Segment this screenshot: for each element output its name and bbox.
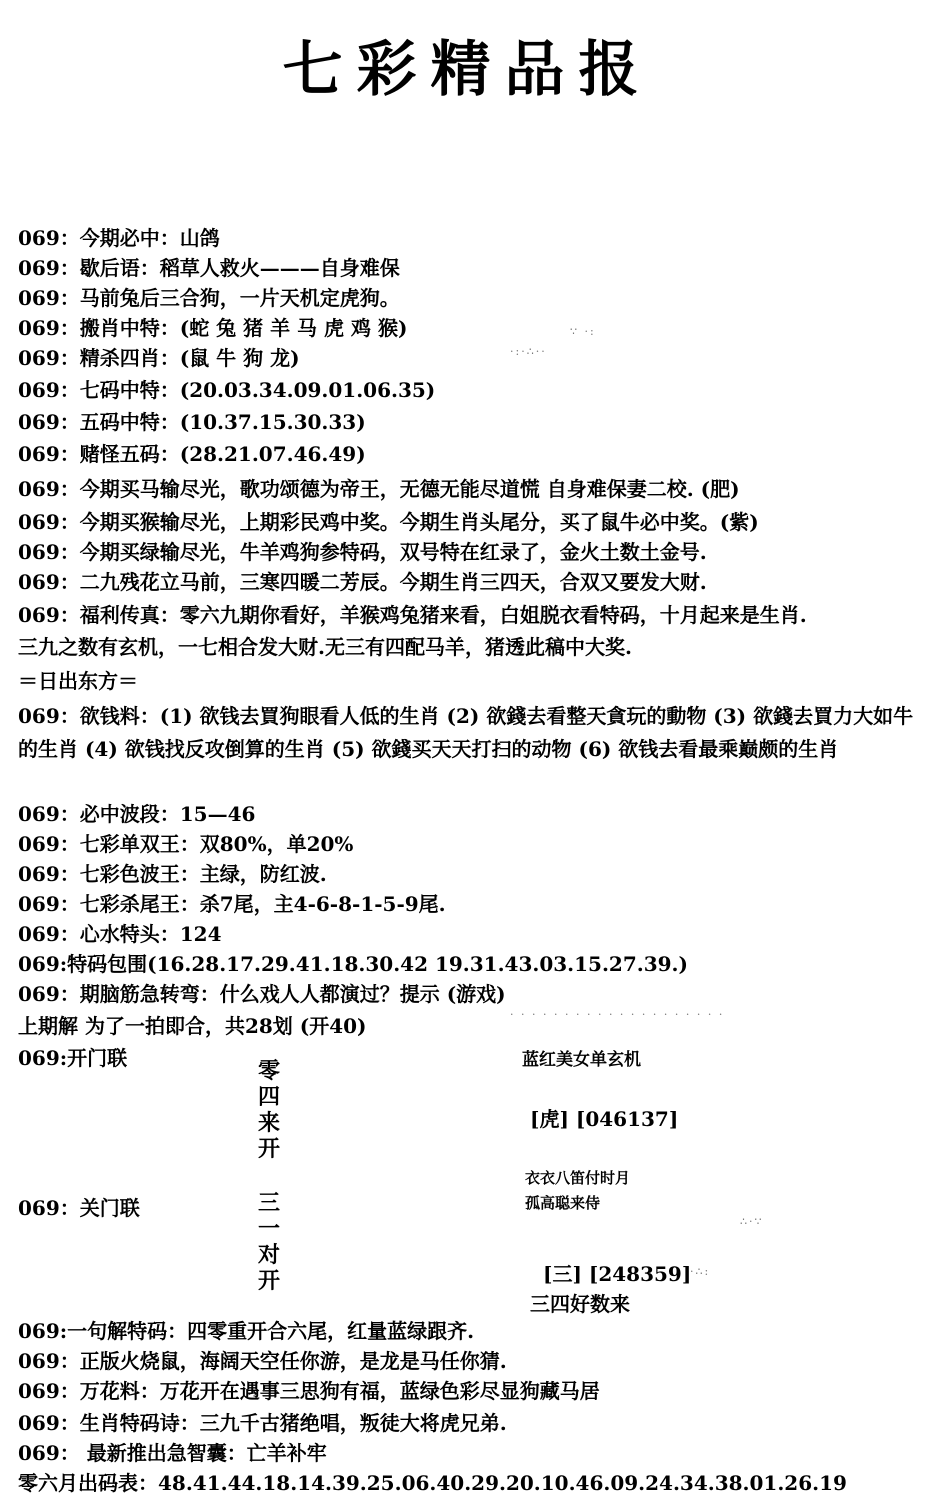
line-surround: 069:特码包围(16.28.17.29.41.18.30.42 19.31.43.03.15.27.39.) [18, 952, 688, 976]
line-five-codes: 069：五码中特：(10.37.15.30.33) [18, 410, 366, 434]
close-couplet-answer: [三] [248359] [543, 1262, 692, 1286]
scan-noise: ·∴: [690, 1265, 711, 1278]
line-horse-rabbit: 069：马前兔后三合狗，一片天机定虎狗。 [18, 286, 400, 310]
line-kill-four: 069：精杀四肖：(鼠 牛 狗 龙) [18, 346, 300, 370]
line-seven-codes: 069：七码中特：(20.03.34.09.01.06.35) [18, 378, 436, 402]
close-couplet-hint-2: 孤高聪来侍 [525, 1194, 601, 1212]
line-last-answer: 上期解 为了一拍即合，共28划 (开40) [18, 1014, 367, 1038]
line-zodiac-poem: 069：生肖特码诗：三九千古猪绝唱，叛徒大将虎兄弟. [18, 1411, 507, 1435]
line-zodiac-pick: 069：搬肖中特：(蛇 兔 猪 羊 马 虎 鸡 猴) [18, 316, 408, 340]
open-couplet-hint: 蓝红美女单玄机 [522, 1050, 641, 1070]
line-welfare-2: 三九之数有玄机，一七相合发大财.无三有四配马羊，猪透此稿中大奖. [18, 635, 632, 659]
line-gamble-five: 069：赌怪五码：(28.21.07.46.49) [18, 442, 366, 466]
line-flower-material: 069：万花料：万花开在遇事三思狗有福，蓝绿色彩尽显狗藏马居 [18, 1379, 600, 1403]
close-couplet-vertical: 三一对开 [258, 1190, 281, 1294]
line-color-wave: 069：七彩色波王：主绿，防红波. [18, 862, 327, 886]
line-brain-teaser: 069：期脑筋急转弯：什么戏人人都演过？提示 (游戏) [18, 982, 506, 1006]
open-couplet-answer: [虎] [046137] [530, 1107, 679, 1131]
line-fire-rat: 069：正版火烧鼠，海阔天空任你游，是龙是马任你猜. [18, 1349, 507, 1373]
line-welfare: 069：福利传真：零六九期你看好，羊猴鸡兔猪来看，白姐脱衣看特码，十月起来是生肖. [18, 603, 807, 627]
line-head: 069：心水特头：124 [18, 922, 222, 946]
line-riddle-money: 069：欲钱料：(1) 欲钱去買狗眼看人低的生肖 (2) 欲錢去看整天貪玩的動物 (3) 欲錢去買力大如牛的生肖 (4) 欲钱找反攻倒算的生肖 (5) 欲錢买天天打扫的动物 (6) 欲钱去看最乘巅颇的生肖 [18, 704, 914, 761]
line-kill-tail: 069：七彩杀尾王：杀7尾，主4-6-8-1-5-9尾. [18, 892, 446, 916]
open-couplet-label: 069:开门联 [18, 1046, 128, 1070]
line-wave-segment: 069：必中波段：15—46 [18, 802, 256, 826]
line-must-hit: 069：今期必中：山鸽 [18, 226, 220, 250]
scan-noise: ∵ ·: [570, 325, 596, 338]
close-couplet-label: 069：关门联 [18, 1196, 140, 1220]
line-odd-even: 069：七彩单双王：双80%，单20% [18, 832, 354, 856]
scan-noise: · · · · · · · · · · · · · · · · · · · · [510, 1008, 725, 1021]
line-poem-flower: 069：二九残花立马前，三寒四暖二芳辰。今期生肖三四天，合双又要发大财. [18, 570, 707, 594]
close-couplet-hint-1: 衣衣八笛付时月 [525, 1169, 631, 1187]
line-draw-table: 零六月出码表：48.41.44.18.14.39.25.06.40.29.20.10.46.09.24.34.38.01.26.19 [18, 1471, 847, 1495]
section-heading: ＝日出东方＝ [18, 669, 138, 693]
line-one-sentence: 069:一句解特码：四零重开合六尾，红量蓝绿跟齐. [18, 1319, 475, 1343]
line-poem-green: 069：今期买绿输尽光，牛羊鸡狗参特码，双号特在红录了，金火土数土金号. [18, 540, 707, 564]
line-wisdom: 069： 最新推出急智囊：亡羊补牢 [18, 1441, 327, 1465]
open-couplet-vertical: 零四来开 [258, 1058, 281, 1162]
line-poem-horse: 069：今期买马输尽光，歌功颂德为帝王，无德无能尽道慌 自身难保妻二校. (肥) [18, 477, 740, 501]
close-couplet-tail: 三四好数来 [530, 1292, 630, 1316]
scan-noise: ∴·∵ [740, 1215, 764, 1228]
scan-noise: ·:·∴·· [510, 345, 547, 358]
page-title: 七彩精品报 [282, 35, 653, 105]
line-saying: 069：歇后语：稻草人救火———自身难保 [18, 256, 400, 280]
line-poem-monkey: 069：今期买猴输尽光，上期彩民鸡中奖。今期生肖头尾分，买了鼠牛必中奖。(紫) [18, 510, 759, 534]
